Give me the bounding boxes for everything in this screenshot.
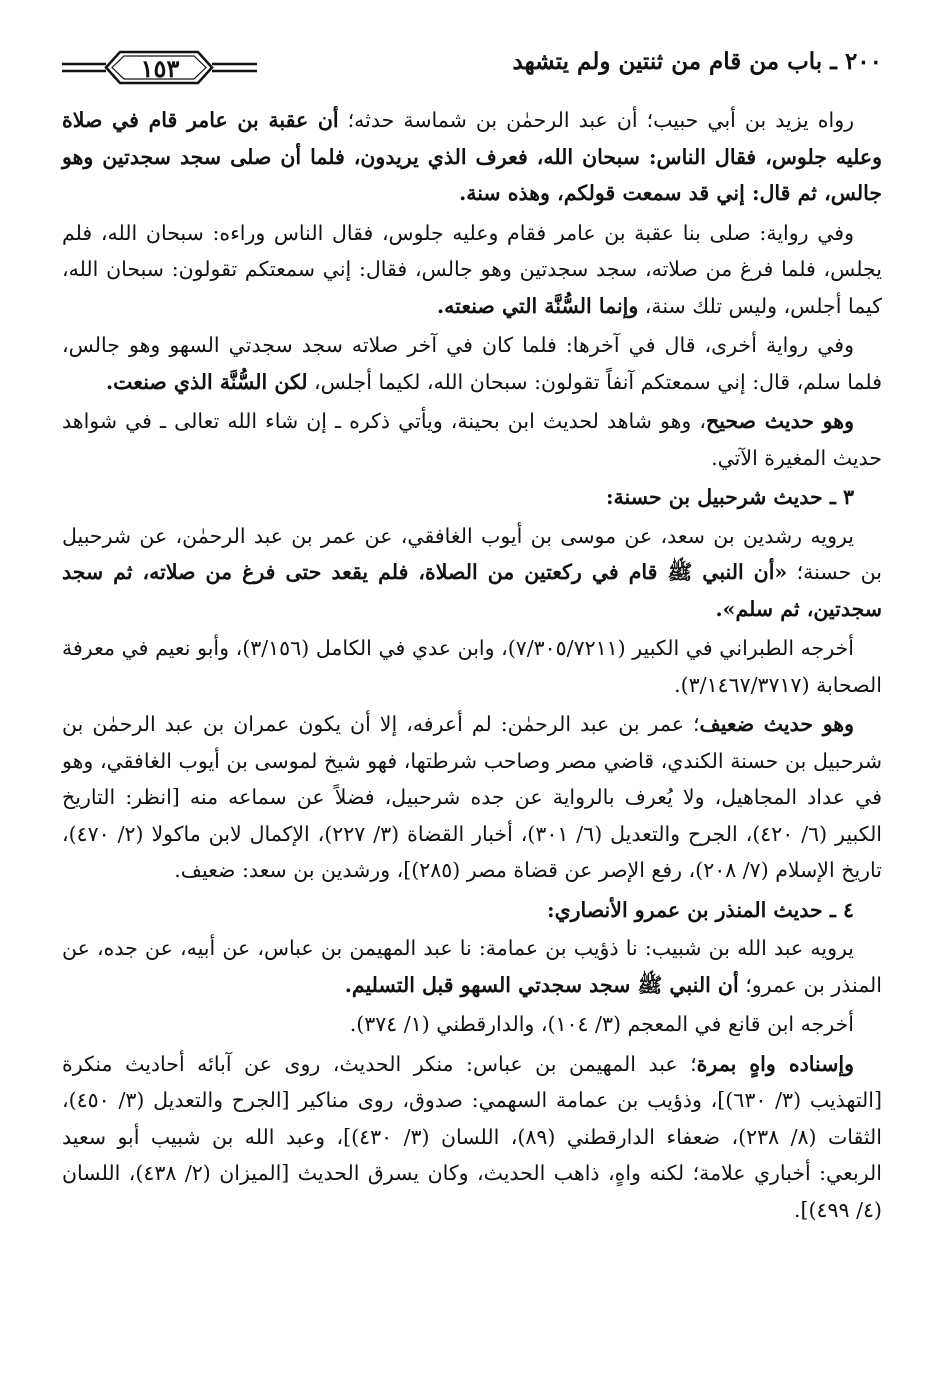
body-text [62,102,882,1228]
bold-text-segment: أن النبي ﷺ سجد سجدتي السهو قبل التسليم. [344,972,739,997]
text-segment: يرويه رشدين بن سعد، عن موسى بن أيوب الغافقي، عن عمر بن عبد الرحمٰن، عن شرحبيل بن حسنة؛ [62,523,882,584]
bold-text-segment: أن عقبة بن عامر قام في صلاة وعليه جلوس، فقال الناس: سبحان الله، فعرف الذي يريدون، فلما أن صلى سجد سجدتين وهو جالس، ثم قال: إني قد سمعت قولكم، وهذه سنة. [62,108,882,205]
section-heading [62,479,882,516]
page-header [62,40,882,102]
bold-text-segment: ٤ ـ حديث المنذر بن عمرو الأنصاري: [547,897,854,922]
text-segment: وفي رواية أخرى، قال في آخرها: فلما كان في آخر صلاته سجد سجدتي السهو وهو جالس، فلما سلم، قال: إني سمعتكم آنفاً تقولون: سبحان الله، لكيما أجلس، [62,333,882,394]
paragraph [62,1006,882,1043]
paragraph [62,518,882,628]
bold-text-segment: وهو حديث صحيح [706,409,854,433]
paragraph [62,630,882,703]
page-number-ornament [62,40,257,98]
bold-text-segment: ٣ ـ حديث شرحبيل بن حسنة: [605,485,854,509]
paragraph [62,1046,882,1229]
page-number: ١٥٣ [140,54,180,83]
bold-text-segment: لكن السُّنَّة الذي صنعت. [106,369,308,394]
paragraph [62,215,882,325]
section-heading [62,892,882,929]
bold-text-segment: وإسناده واهٍ بمرة [696,1051,854,1076]
text-segment: أخرجه ابن قانع في المعجم (٣/ ١٠٤)، والدارقطني (١/ ٣٧٤). [349,1012,854,1036]
paragraph [62,102,882,212]
bold-text-segment: «أن النبي ﷺ قام في ركعتين من الصلاة، فلم يقعد حتى فرغ من صلاته، ثم سجد سجدتين، ثم سلم». [62,560,882,621]
text-segment: ؛ عبد المهيمن بن عباس: منكر الحديث، روى عن آبائه أحاديث منكرة [التهذيب (٣/ ٦٣٠)]، وذؤيب بن عمامة السهمي: صدوق، روى مناكير [الجرح والتعديل (٣/ ٤٥٠)، الثقات (٨/ ٢٣٨)، ضعفاء الدارقطني (٨٩)، اللسان (٣/ ٤٣٠)]، وعبد الله بن شبيب أبو سعيد الربعي: أخباري علامة؛ لكنه واهٍ، ذاهب الحديث، وكان يسرق الحديث [الميزان (٢/ ٤٣٨)، اللسان (٤/ ٤٩٩)]. [62,1051,882,1222]
text-segment: يرويه عبد الله بن شبيب: نا ذؤيب بن عمامة: نا عبد المهيمن بن عباس، عن أبيه، عن جده، عن المنذر بن عمرو؛ [62,936,882,997]
text-segment: رواه يزيد بن أبي حبيب؛ أن عبد الرحمٰن بن شماسة حدثه؛ [338,108,854,132]
paragraph [62,327,882,400]
chapter-title: ٢٠٠ ـ باب من قام من ثنتين ولم يتشهد [512,48,882,75]
text-segment: أخرجه الطبراني في الكبير (٧/٣٠٥/٧٢١١)، وابن عدي في الكامل (٣/١٥٦)، وأبو نعيم في معرفة الصحابة (٣/١٤٦٧/٣٧١٧). [62,636,882,697]
paragraph [62,706,882,889]
text-segment: ، وهو شاهد لحديث ابن بحينة، ويأتي ذكره ـ إن شاء الله تعالى ـ في شواهد حديث المغيرة الآتي. [62,409,882,470]
paragraph [62,930,882,1003]
bold-text-segment: وهو حديث ضعيف [699,712,854,736]
text-segment: ؛ عمر بن عبد الرحمٰن: لم أعرفه، إلا أن يكون عمران بن عبد الرحمٰن بن شرحبيل بن حسنة الكندي، قاضي مصر وصاحب شرطتها، فهو شيخ لموسى بن أيوب الغافقي، وهو في عداد المجاهيل، ولا يُعرف بالرواية عن جده شرحبيل، فضلاً عن سماعه منه [انظر: التاريخ الكبير (٦/ ٤٢٠)، الجرح والتعديل (٦/ ٣٠١)، أخبار القضاة (٣/ ٢٢٧)، الإكمال لابن ماكولا (٢/ ٤٧٠)، تاريخ الإسلام (٧/ ٢٠٨)، رفع الإصر عن قضاة مصر (٢٨٥)]، ورشدين بن سعد: ضعيف. [62,712,883,882]
text-segment: وفي رواية: صلى بنا عقبة بن عامر فقام وعليه جلوس، فقال الناس وراءه: سبحان الله، فلم يجلس، فلما فرغ من صلاته، سجد سجدتين وهو جالس، فقال: إني سمعتكم تقولون: سبحان الله، كيما أجلس، وليس تلك سنة، [62,220,882,318]
paragraph [62,403,882,476]
document-page [62,40,882,1340]
bold-text-segment: وإنما السُّنَّة التي صنعته. [437,293,639,318]
